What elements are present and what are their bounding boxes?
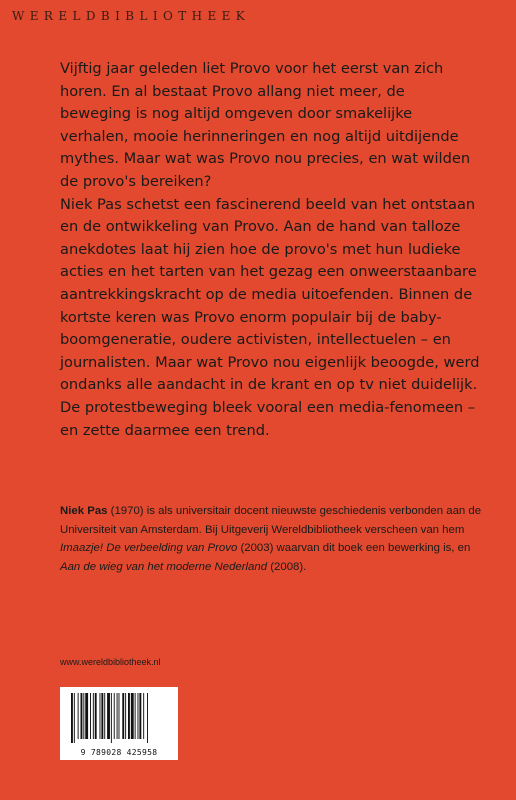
- bio-text-3: (2008).: [267, 560, 307, 573]
- barcode-bar: [107, 693, 110, 739]
- barcode-bar: [83, 693, 84, 739]
- publisher-website: www.wereldbibliotheek.nl: [60, 657, 161, 667]
- barcode-bar: [117, 693, 118, 739]
- barcode-bar: [104, 693, 105, 739]
- barcode-bar: [138, 693, 139, 739]
- barcode-bar: [111, 693, 112, 743]
- barcode-bar: [71, 693, 73, 743]
- blurb-paragraph-2: Niek Pas schetst een fascinerend beeld van het ontstaan en de ontwikkeling van Provo. Aan de hand van talloze anekdotes laat hij zien hoe de provo's met hun ludieke acties en het tarten van het gezag een onweerstaanbare aantrekkingskracht op de media uitoefenden. Binnen de kortste keren was Provo enorm populair bij de baby-boomgeneratie, oudere activisten, intellectuelen – en journalisten. Maar wat Provo nou eigenlijk beoogde, werd ondanks alle aandacht in de krant en op tv niet duidelijk. De protestbeweging bleek vooral een media-fenomeen – en zette daarmee een trend.: [60, 195, 480, 439]
- author-name: Niek Pas: [60, 505, 108, 517]
- cover-blurb: [60, 58, 480, 442]
- bio-text-1: (1970) is als universitair docent nieuwste geschiedenis verbonden aan de Universiteit van Amsterdam. Bij Uitgeverij Wereldbibliotheek verscheen van hem: [60, 505, 482, 536]
- barcode-bar: [95, 693, 97, 739]
- barcode-digits: 9 789028 425958: [80, 748, 158, 757]
- publisher-header: WERELDBIBLIOTHEEK: [12, 9, 251, 23]
- barcode-bar: [135, 693, 136, 739]
- barcode-bar: [90, 693, 91, 739]
- barcode-bar: [139, 693, 141, 739]
- barcode-bar: [93, 693, 94, 739]
- barcode-bars: [71, 693, 167, 743]
- barcode-bar: [128, 693, 130, 739]
- book-title-1: Imaazje! De verbeelding van Provo: [60, 542, 238, 555]
- barcode-bar: [85, 693, 88, 739]
- book-title-2: Aan de wieg van het moderne Nederland: [60, 560, 268, 573]
- barcode-bar: [101, 693, 103, 739]
- barcode-bar: [78, 693, 79, 739]
- barcode-bar: [119, 693, 120, 739]
- barcode-bar: [147, 693, 148, 743]
- barcode-bar: [81, 693, 83, 739]
- bio-text-2: (2003) waarvan dit boek een bewerking is, en: [237, 542, 471, 555]
- blurb-paragraph-1: Vijftig jaar geleden liet Provo voor het eerst van zich horen. En al bestaat Provo allang niet meer, de beweging is nog altijd omgeven door smakelijke verhalen, mooie herinneringen en nog altijd uitdijende mythes. Maar wat was Provo nou precies, en wat wilden de provo's bereiken?: [60, 60, 471, 190]
- barcode-bar: [143, 693, 144, 739]
- barcode-bar: [122, 693, 124, 739]
- barcode-bar: [74, 693, 75, 743]
- isbn-barcode: [60, 687, 178, 760]
- barcode-bar: [100, 693, 101, 739]
- barcode-bar: [114, 693, 115, 739]
- barcode-bar: [125, 693, 126, 739]
- barcode-bar: [131, 693, 134, 739]
- author-bio: [60, 502, 490, 576]
